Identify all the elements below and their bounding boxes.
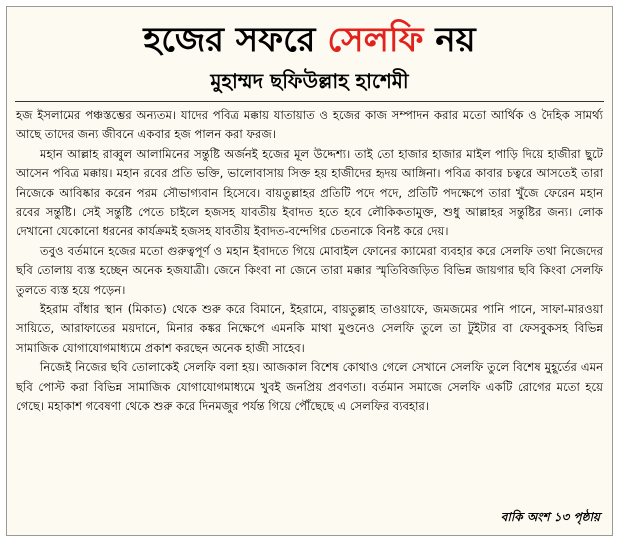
paragraph-1: হজ ইসলামের পঞ্চস্তম্ভের অন্যতম। যাদের পবিত্র মক্কায় যাতায়াত ও হজের কাজ সম্পাদন করার মতো আর্থিক ও দৈহিক সামর্থ্য আছে তাদের জন্য জীবনে একবার হজ পালন করা ফরজ।: [16, 108, 603, 142]
paragraph-4: ইহরাম বাঁধার স্থান (মিকাত) থেকে শুরু করে বিমানে, ইহরামে, বায়তুল্লাহ তাওয়াফে, জমজমের পানি পানে, সাফা-মারওয়া সায়িতে, আরাফাতের ময়দানে, মিনার কঙ্কর নিক্ষেপে এমনকি মাথা মুণ্ডনেও সেলফি তুলে তা টুইটার বা ফেসবুকসহ বিভিন্ন সামাজিক যোগাযোগমাধ্যমে প্রকাশ করছেন অনেক হাজী সাহেব।: [16, 302, 603, 355]
article-body: [7, 106, 612, 417]
article-box: [6, 6, 613, 536]
paragraph-2: মহান আল্লাহ রাব্বুল আলামিনের সন্তুষ্টি অর্জনই হজের মূল উদ্দেশ্য। তাই তো হাজার হাজার মাইল পাড়ি দিয়ে হাজীরা ছুটে আসেন পবিত্র মক্কায়। মহান রবের প্রতি ভক্তি, ভালোবাসায় সিক্ত হয় হাজীদের হৃদয় আঙ্গিনা। পবিত্র কাবার চত্বরে আসতেই তারা নিজেকে আবিষ্কার করেন পরম সৌভাগ্যবান হিসেবে। বায়তুল্লাহর প্রতিটি পদে পদে, প্রতিটি পদক্ষেপে তারা খুঁজে ফেরেন মহান রবের সন্তুষ্টি। সেই সন্তুষ্টি পেতে চাইলে হজসহ যাবতীয় ইবাদত হতে হবে লৌকিকতামুক্ত, শুধু আল্লাহর সন্তুষ্টির জন্য। লোক দেখানো যেকোনো ধরনের কার্যক্রমই হজসহ যাবতীয় ইবাদত-বন্দেগির চেতনাকে বিনষ্ট করে দেয়।: [16, 146, 603, 239]
divider: [15, 101, 604, 102]
continued-note: বাকি অংশ ১৩ পৃষ্ঠায়: [500, 510, 600, 524]
headline-accent-word: সেলফি: [327, 20, 424, 60]
headline-part-1: হজের সফরে: [143, 20, 328, 60]
paragraph-5: নিজেই নিজের ছবি তোলাকেই সেলফি বলা হয়। আজকাল বিশেষ কোথাও গেলে সেখানে সেলফি তুলে বিশেষ মুহূর্তের এমন ছবি পোস্ট করা বিভিন্ন সামাজিক যোগাযোগমাধ্যমে খুবই জনপ্রিয় প্রবণতা। বর্তমান সমাজে সেলফি একটি রোগের মতো হয়ে গেছে। মহাকাশ গবেষণা থেকে শুরু করে দিনমজুর পর্যন্ত গিয়ে পৌঁছেছে এ সেলফির ব্যবহার।: [16, 360, 603, 414]
headline: [7, 17, 612, 63]
paragraph-3: তবুও বর্তমানে হজের মতো গুরুত্বপূর্ণ ও মহান ইবাদতে গিয়ে মোবাইল ফোনের ক্যামেরা ব্যবহার করে সেলফি তথা নিজেদের ছবি তোলায় ব্যস্ত হচ্ছেন অনেক হজযাত্রী। জেনে কিংবা না জেনে তারা মক্কার স্মৃতিবিজড়িত বিভিন্ন জায়গার ছবি কিংবা সেলফি তুলতে ব্যস্ত হয়ে পড়েন।: [16, 243, 603, 297]
headline-part-2: নয়: [423, 20, 476, 60]
author-byline: মুহাম্মদ ছফিউল্লাহ হাশেমী: [210, 69, 409, 93]
